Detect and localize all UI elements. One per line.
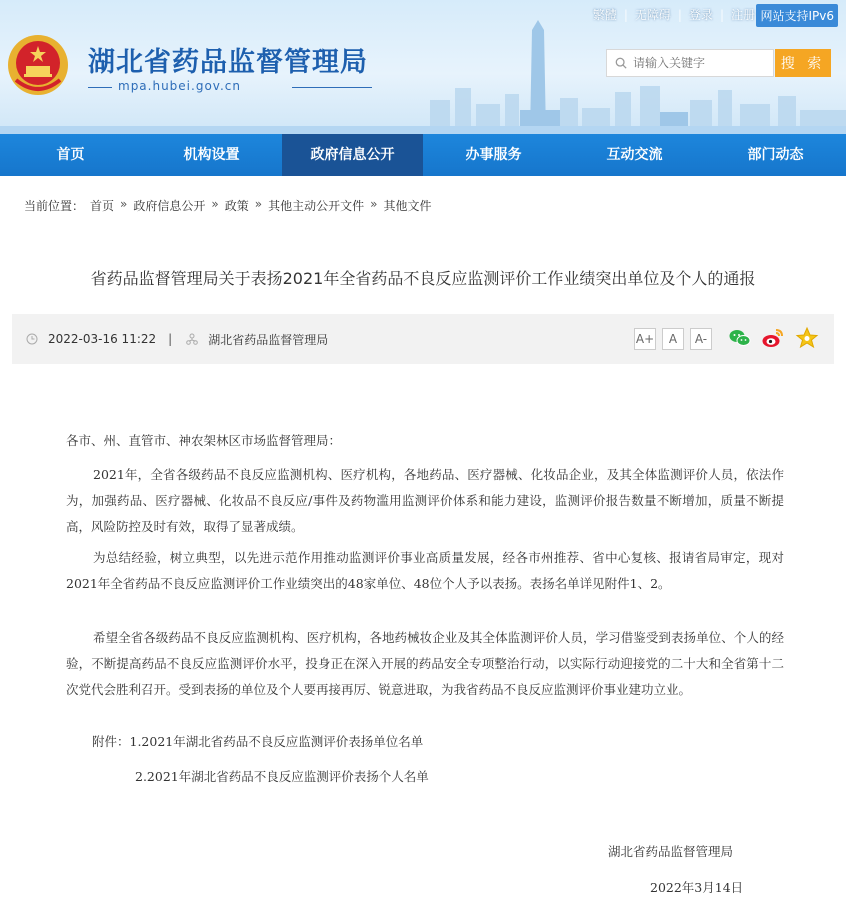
separator: | [719,7,724,22]
signature-organization: 湖北省药品监督管理局 [608,844,734,859]
paragraph: 2021年，全省各级药品不良反应监测机构、医疗机构，各地药品、医疗器械、化妆品企业，及其全体监测评价人员，依法作为，加强药品、医疗器械、化妆品不良反应/事件及药物滥用监测评价体系和能力建设，监测评价报告数量不断增加，质量不断提高，风险防控及时有效，取得了显著成绩。 [66,467,784,534]
nav-item-home[interactable]: 首页 [56,147,85,163]
search-button[interactable]: 搜 索 [775,49,831,77]
divider [88,87,112,88]
article-meta [12,314,834,364]
paragraph: 希望全省各级药品不良反应监测机构、医疗机构，各地药械妆企业及其全体监测评价人员，学习借鉴受到表扬单位、个人的经验，不断提高药品不良反应监测评价水平，投身正在深入开展的药品安全专项整治行动，以实际行动迎接党的二十大和全省第十二次党代会胜利召开。受到表扬的单位及个人要再接再厉、锐意进取，为我省药品不良反应监测评价事业建功立业。 [66,630,784,697]
article-body [66,625,784,703]
nav-item-organization[interactable]: 机构设置 [183,147,240,163]
link-traditional[interactable]: 繁體 [592,8,617,22]
site-domain: mpa.hubei.gov.cn [118,79,241,93]
meta-separator: | [168,332,173,346]
breadcrumb [24,197,437,214]
wechat-share-icon[interactable] [728,326,752,350]
favorite-star-icon[interactable] [795,326,819,350]
separator: | [623,7,628,22]
search-input[interactable] [633,56,773,70]
clock-icon [26,333,38,345]
ipv6-badge: 网站支持IPv6 [756,4,838,27]
separator: | [677,7,682,22]
breadcrumb-item-policy[interactable]: 政策 [224,199,249,213]
attachment-link-1[interactable]: 附件：1.2021年湖北省药品不良反应监测评价表扬单位名单 [92,734,424,749]
nav-item-services[interactable]: 办事服务 [465,147,522,163]
organization-icon [186,333,198,345]
font-size-increase-button[interactable]: A+ [634,328,656,350]
site-title[interactable]: 湖北省药品监督管理局 [88,47,368,78]
link-login[interactable]: 登录 [688,8,713,22]
weibo-share-icon[interactable] [761,326,785,350]
signature-date: 2022年3月14日 [650,880,744,895]
article-body [66,462,784,540]
attachment-link-2[interactable]: 2.2021年湖北省药品不良反应监测评价表扬个人名单 [135,769,429,784]
font-size-default-button[interactable]: A [662,328,684,350]
publisher: 湖北省药品监督管理局 [208,332,329,347]
publish-date: 2022-03-16 11:22 [48,332,157,346]
breadcrumb-label: 当前位置： [24,199,85,213]
nav-item-news[interactable]: 部门动态 [747,147,804,163]
breadcrumb-separator: » [211,197,219,211]
nav-item-gov-info[interactable]: 政府信息公开 [282,134,423,176]
breadcrumb-item-other-docs[interactable]: 其他文件 [383,199,432,213]
search-box[interactable] [606,49,774,77]
main-nav [0,134,846,176]
search-icon [615,56,627,70]
breadcrumb-separator: » [120,197,128,211]
breadcrumb-separator: » [254,197,263,211]
article-title: 省药品监督管理局关于表扬2021年全省药品不良反应监测评价工作业绩突出单位及个人的通报 [90,269,756,288]
font-size-decrease-button[interactable]: A- [690,328,712,350]
nav-item-interaction[interactable]: 互动交流 [606,147,663,163]
site-header [0,0,846,134]
paragraph: 为总结经验，树立典型，以先进示范作用推动监测评价事业高质量发展，经各市州推荐、省中心复核、报请省局审定，现对2021年全省药品不良反应监测评价工作业绩突出的48家单位、48位个人予以表扬。表扬名单详见附件1、2。 [66,550,784,591]
link-accessibility[interactable]: 无障碍 [634,8,671,22]
divider [292,87,372,88]
top-links [586,6,762,23]
breadcrumb-item-home[interactable]: 首页 [90,199,115,213]
salutation: 各市、州、直管市、神农架林区市场监督管理局： [66,433,342,448]
breadcrumb-separator: » [370,197,378,211]
link-register[interactable]: 注册 [730,8,755,22]
breadcrumb-item-gov-info[interactable]: 政府信息公开 [133,199,206,213]
national-emblem-icon [6,32,70,98]
article-body [66,545,784,597]
breadcrumb-item-other-public[interactable]: 其他主动公开文件 [268,199,365,213]
